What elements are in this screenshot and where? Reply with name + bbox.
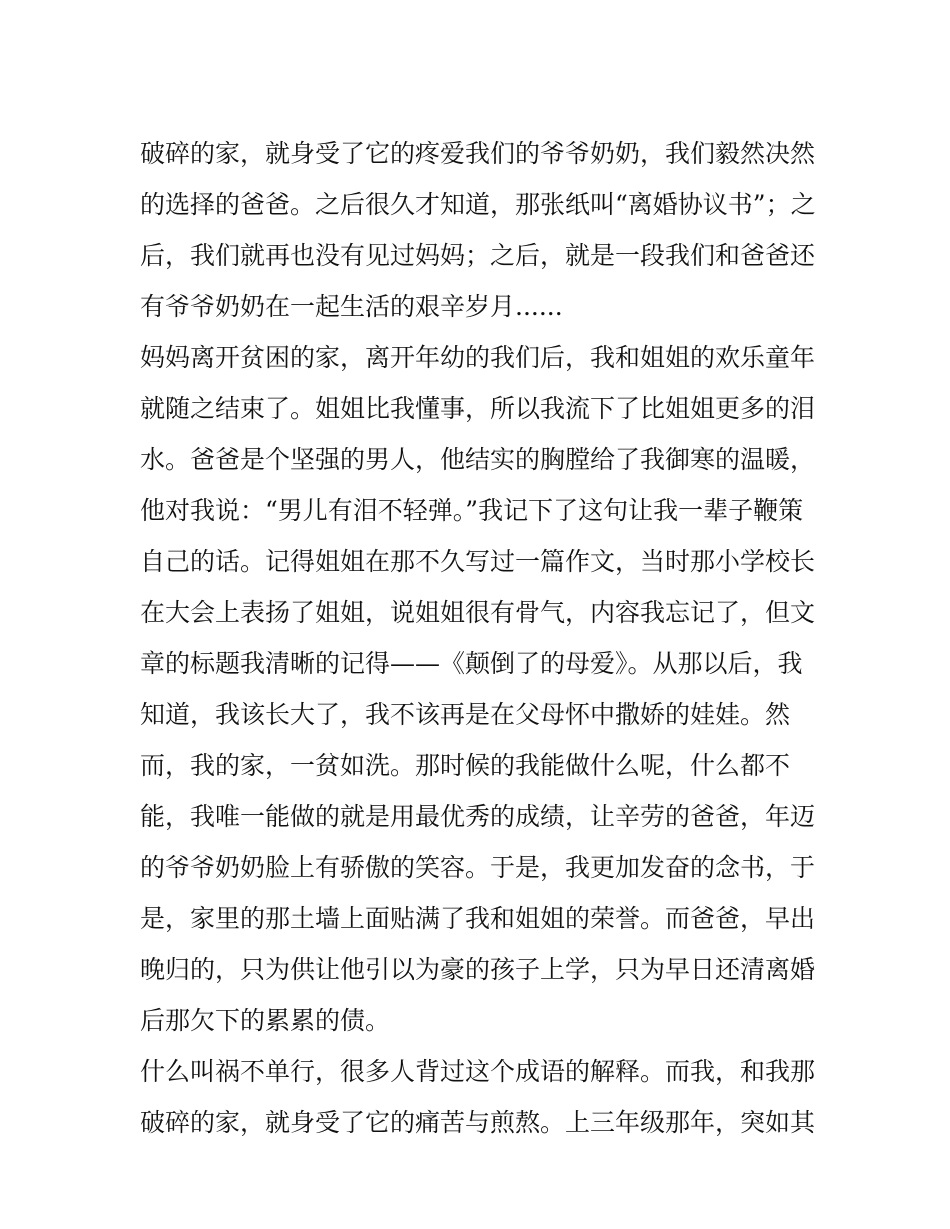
text-line: 妈妈离开贫困的家，离开年幼的我们后，我和姐姐的欢乐童年: [140, 343, 816, 372]
text-line: 是，家里的那土墙上面贴满了我和姐姐的荣誉。而爸爸，早出: [140, 904, 816, 933]
text-line: 的选择的爸爸。之后很久才知道，那张纸叫“离婚协议书”；之: [140, 190, 816, 219]
text-line: 破碎的家，就身受了它的疼爱我们的爷爷奶奶，我们毅然决然: [140, 139, 816, 168]
document-body: [140, 128, 816, 1148]
text-line: 破碎的家，就身受了它的痛苦与煎熬。上三年级那年，突如其: [140, 1108, 816, 1137]
text-line: 他对我说：“男儿有泪不轻弹。”我记下了这句让我一辈子鞭策: [140, 496, 804, 525]
text-line: 而，我的家，一贫如洗。那时候的我能做什么呢，什么都不: [140, 751, 791, 780]
text-line: 自己的话。记得姐姐在那不久写过一篇作文，当时那小学校长: [140, 547, 816, 576]
text-line: 的爷爷奶奶脸上有骄傲的笑容。于是，我更加发奋的念书，于: [140, 853, 816, 882]
text-line: 水。爸爸是个坚强的男人，他结实的胸膛给了我御寒的温暖，: [140, 445, 816, 474]
text-line: 后那欠下的累累的债。: [140, 1006, 391, 1035]
text-line: 章的标题我清晰的记得——《颠倒了的母爱》。从那以后，我: [140, 649, 803, 678]
text-line: 晚归的，只为供让他引以为豪的孩子上学，只为早日还清离婚: [140, 955, 816, 984]
text-line: 就随之结束了。姐姐比我懂事，所以我流下了比姐姐更多的泪: [140, 394, 816, 423]
text-line: 知道，我该长大了，我不该再是在父母怀中撒娇的娃娃。然: [140, 700, 791, 729]
text-line: 有爷爷奶奶在一起生活的艰辛岁月......: [140, 292, 563, 321]
text-line: 能，我唯一能做的就是用最优秀的成绩，让辛劳的爸爸，年迈: [140, 802, 816, 831]
text-line: 在大会上表扬了姐姐，说姐姐很有骨气，内容我忘记了，但文: [140, 598, 816, 627]
text-line: 后，我们就再也没有见过妈妈；之后，就是一段我们和爸爸还: [140, 241, 816, 270]
text-line: 什么叫祸不单行，很多人背过这个成语的解释。而我，和我那: [140, 1057, 816, 1086]
